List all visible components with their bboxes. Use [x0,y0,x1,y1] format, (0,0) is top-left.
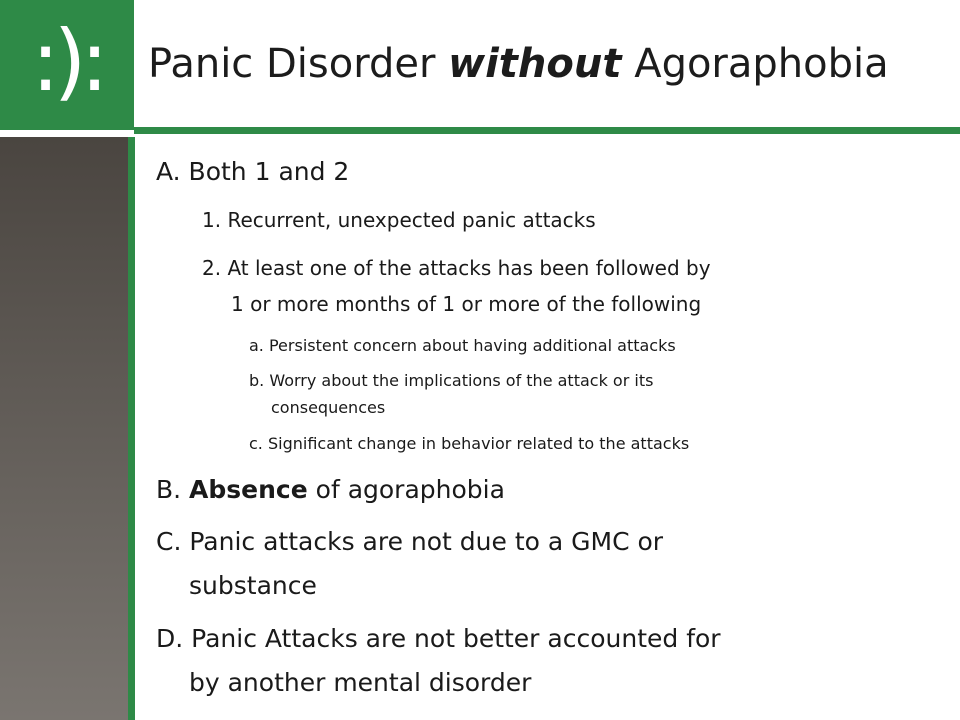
item-a2a: a. Persistent concern about having additional attacks [249,336,676,355]
item-a2b-line2: consequences [271,398,386,417]
item-a1: 1. Recurrent, unexpected panic attacks [202,208,596,232]
item-b-prefix: B. [156,475,190,504]
slide-title [148,40,889,88]
title-part-2: Agoraphobia [621,41,889,87]
item-b-emphasis: Absence [189,475,308,504]
sidebar-gray-panel [0,137,128,720]
item-a2-line1: 2. At least one of the attacks has been followed by [202,256,711,280]
item-a2-line2: 1 or more months of 1 or more of the following [231,292,702,316]
sidebar-green-stripe [128,137,135,720]
item-a: A. Both 1 and 2 [156,157,350,186]
title-emphasis: without [448,41,622,87]
item-a2b-line1: b. Worry about the implications of the attack or its [249,371,654,390]
smiley-logo: :): [31,12,103,110]
item-c-line2: substance [189,571,317,600]
item-a2c: c. Significant change in behavior related to the attacks [249,434,690,453]
item-d-line1: D. Panic Attacks are not better accounted for [156,624,721,653]
title-part-1: Panic Disorder [148,41,449,87]
item-b [156,475,505,504]
item-c-line1: C. Panic attacks are not due to a GMC or [156,527,664,556]
item-d-line2: by another mental disorder [189,668,532,697]
item-b-suffix: of agoraphobia [307,475,505,504]
title-underline [134,127,960,134]
logo-box [0,0,134,130]
